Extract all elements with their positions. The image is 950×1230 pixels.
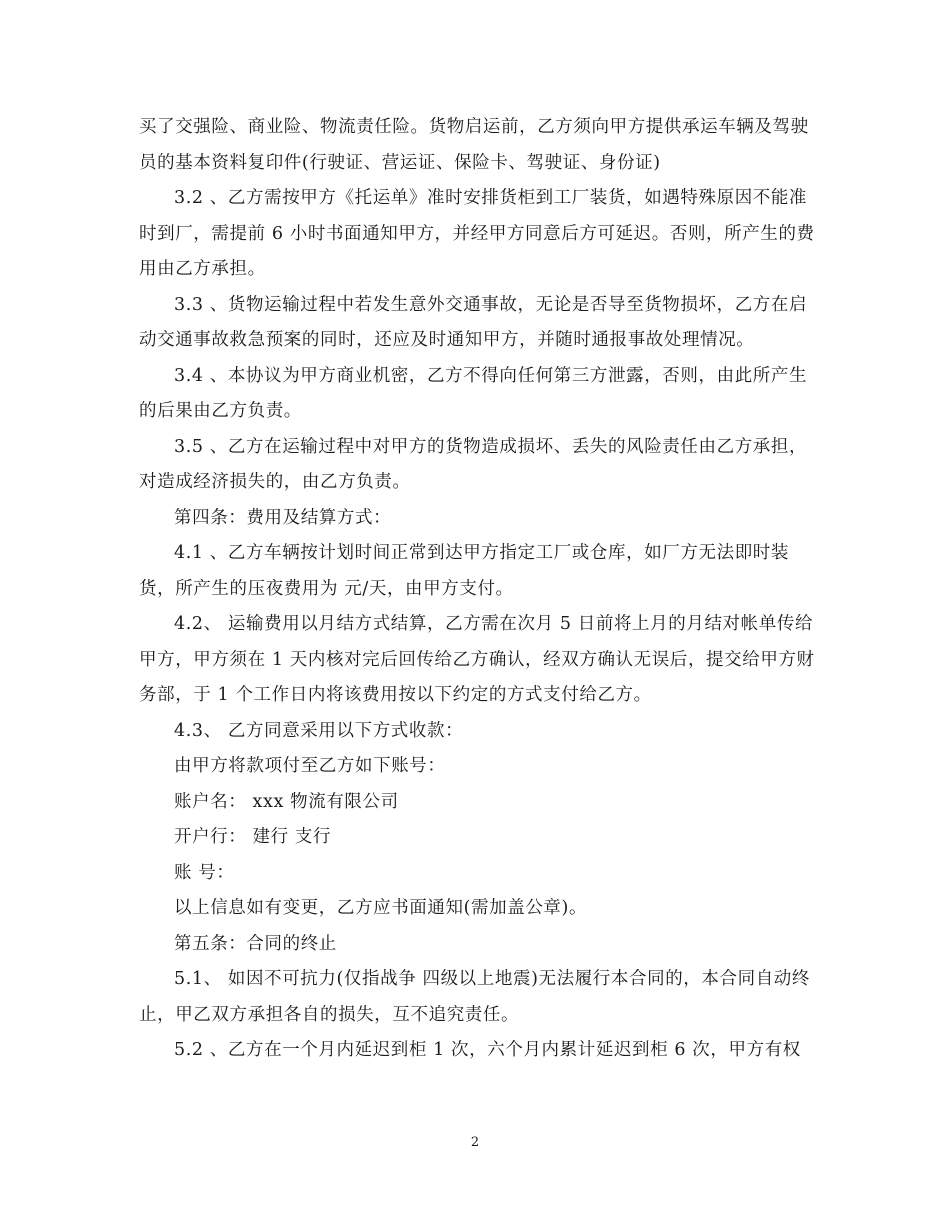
section-heading-article-4: 第四条：费用及结算方式： bbox=[174, 507, 392, 528]
bank-line: 开户行： 建行 支行 bbox=[174, 827, 332, 847]
paragraph-payment-account-intro: 由甲方将款项付至乙方如下账号： bbox=[174, 756, 446, 776]
paragraph-clause-5-2: 5.2 、乙方在一个月内延迟到柜 1 次，六个月内累计延迟到柜 6 次，甲方有权 bbox=[174, 1040, 801, 1060]
section-heading-article-5: 第五条：合同的终止 bbox=[174, 933, 337, 954]
paragraph-clause-3-5: 3.5 、乙方在运输过程中对甲方的货物造成损坏、丢失的风险责任由乙方承担，对造成经济损失的，由乙方负责。 bbox=[139, 436, 808, 492]
paragraph-clause-4-1: 4.1 、乙方车辆按计划时间正常到达甲方指定工厂或仓库，如厂方无法即时装货，所产生的压夜费用为 元/天，由甲方支付。 bbox=[139, 543, 789, 599]
paragraph-clause-3-4: 3.4 、本协议为甲方商业机密，乙方不得向任何第三方泄露，否则，由此所产生的后果由乙方负责。 bbox=[139, 365, 808, 421]
paragraph-clause-3-2: 3.2 、乙方需按甲方《托运单》准时安排货柜到工厂装货，如遇特殊原因不能准时到厂，需提前 6 小时书面通知甲方，并经甲方同意后方可延迟。否则，所产生的费用由乙方承担。 bbox=[139, 188, 815, 279]
paragraph-clause-5-1: 5.1、 如因不可抗力(仅指战争 四级以上地震)无法履行本合同的，本合同自动终止，甲乙双方承担各自的损失，互不追究责任。 bbox=[139, 969, 811, 1025]
paragraph: 买了交强险、商业险、物流责任险。货物启运前，乙方须向甲方提供承运车辆及驾驶员的基本资料复印件(行驶证、营运证、保险卡、驾驶证、身份证) bbox=[139, 117, 809, 173]
page-number: 2 bbox=[470, 1135, 480, 1150]
account-name-line: 账户名： xxx 物流有限公司 bbox=[174, 791, 399, 812]
account-number-line: 账 号： bbox=[174, 862, 235, 883]
document-body bbox=[139, 110, 817, 1069]
paragraph-change-notice: 以上信息如有变更，乙方应书面通知(需加盖公章)。 bbox=[174, 898, 588, 918]
paragraph-clause-4-3: 4.3、 乙方同意采用以下方式收款： bbox=[174, 720, 464, 741]
paragraph-clause-4-2: 4.2、 运输费用以月结方式结算，乙方需在次月 5 日前将上月的月结对帐单传给甲方，甲方须在 1 天内核对完后回传给乙方确认，经双方确认无误后，提交给甲方财务部，于 1 个工作日内将该费用按以下约定的方式支付给乙方。 bbox=[139, 614, 815, 705]
paragraph-clause-3-3: 3.3 、货物运输过程中若发生意外交通事故，无论是否导至货物损坏，乙方在启动交通事故救急预案的同时，还应及时通知甲方，并随时通报事故处理情况。 bbox=[139, 294, 808, 350]
